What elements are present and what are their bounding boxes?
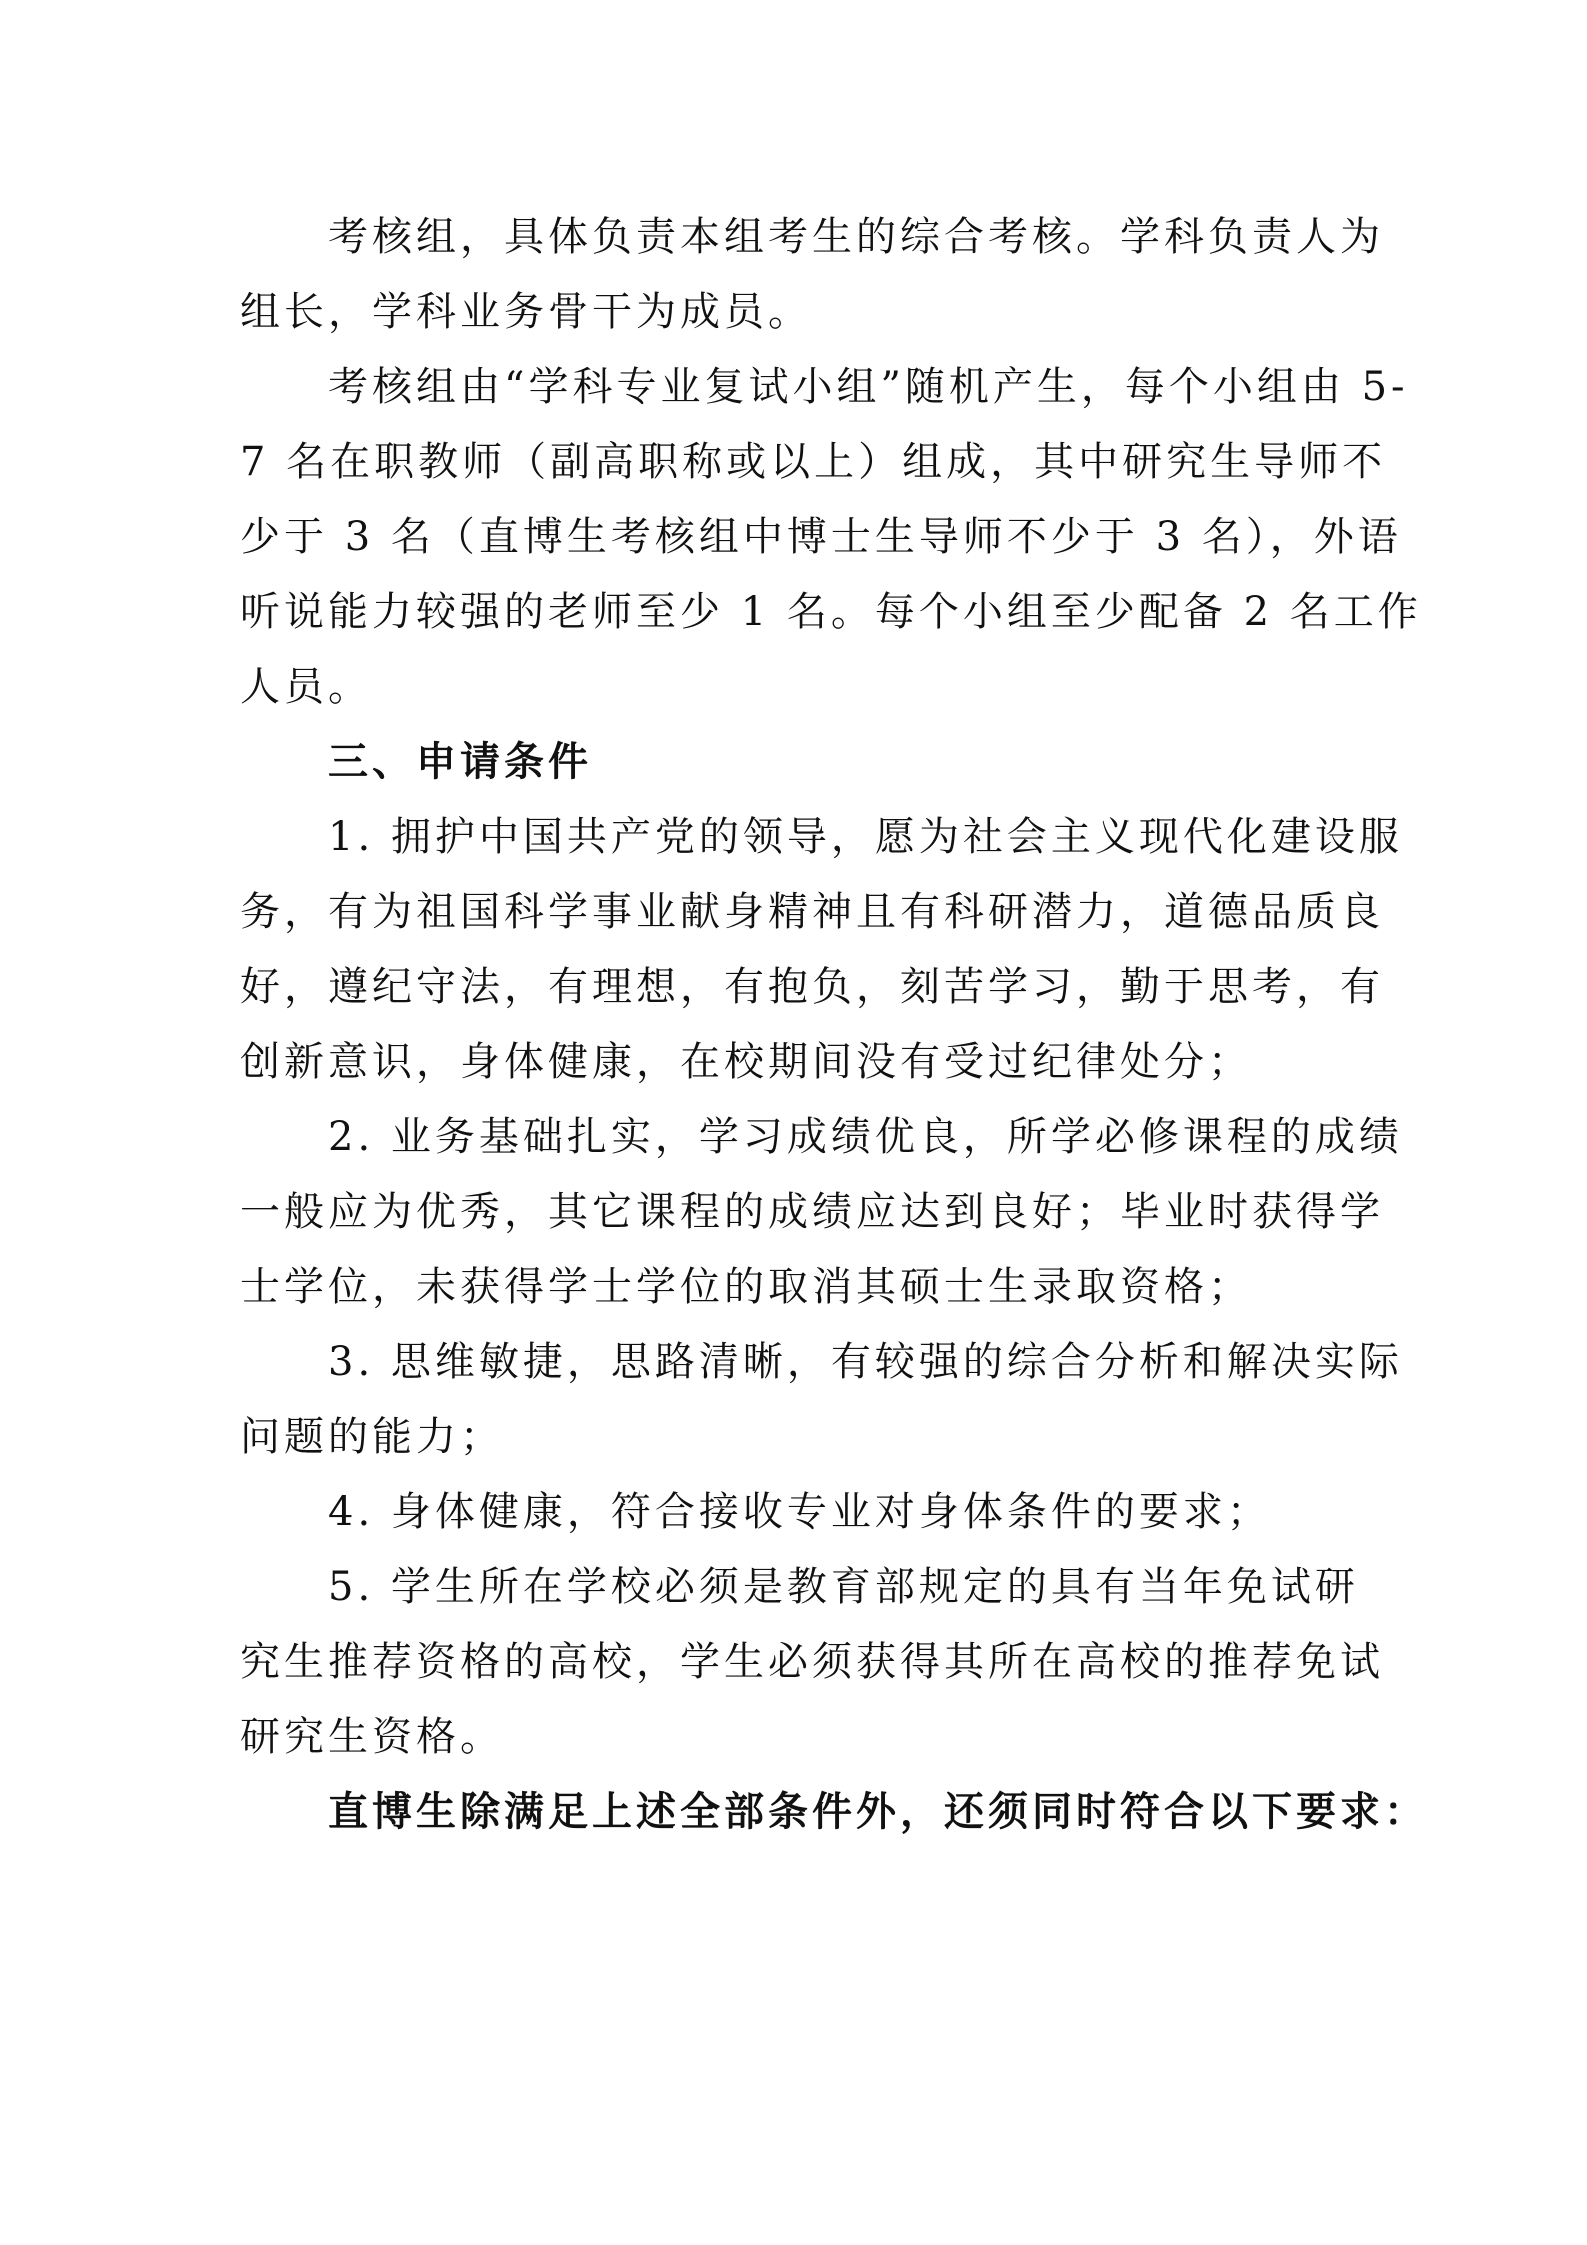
paragraph-assessment-group (240, 200, 1384, 350)
text-line: 考核组由“学科专业复试小组”随机产生，每个小组由 5- (328, 364, 1409, 410)
requirement-item-2 (240, 1100, 1403, 1325)
text-line: 问题的能力； (240, 1414, 504, 1460)
text-line: 士学位，未获得学士学位的取消其硕士生录取资格； (240, 1264, 1252, 1310)
requirement-item-5 (240, 1550, 1384, 1775)
heading-line: 三、申请条件 (328, 739, 592, 785)
text-line: 听说能力较强的老师至少 1 名。每个小组至少配备 2 名工作 (240, 589, 1422, 635)
text-line: 3. 思维敏捷，思路清晰，有较强的综合分析和解决实际 (328, 1339, 1403, 1385)
direct-phd-requirement-intro (240, 1775, 1428, 1850)
text-line: 少于 3 名（直博生考核组中博士生导师不少于 3 名），外语 (240, 514, 1402, 560)
requirement-item-4 (240, 1475, 1350, 1550)
text-line: 组长，学科业务骨干为成员。 (240, 289, 812, 335)
requirement-item-1 (240, 800, 1403, 1100)
text-line: 考核组，具体负责本组考生的综合考核。学科负责人为 (328, 214, 1384, 260)
text-line: 一般应为优秀，其它课程的成绩应达到良好；毕业时获得学 (240, 1189, 1384, 1235)
text-line: 究生推荐资格的高校，学生必须获得其所在高校的推荐免试 (240, 1639, 1384, 1685)
text-line: 5. 学生所在学校必须是教育部规定的具有当年免试研 (328, 1564, 1359, 1610)
text-line: 1. 拥护中国共产党的领导，愿为社会主义现代化建设服 (328, 814, 1403, 860)
paragraph-group-composition (240, 350, 1422, 725)
requirement-item-3 (240, 1325, 1403, 1475)
text-line: 7 名在职教师（副高职称或以上）组成，其中研究生导师不 (240, 439, 1387, 485)
text-line: 2. 业务基础扎实，学习成绩优良，所学必修课程的成绩 (328, 1114, 1403, 1160)
section-heading (240, 725, 1350, 800)
document-body (240, 200, 1428, 1850)
text-line: 创新意识，身体健康，在校期间没有受过纪律处分； (240, 1039, 1252, 1085)
text-line: 4. 身体健康，符合接收专业对身体条件的要求； (328, 1489, 1271, 1535)
text-line: 研究生资格。 (240, 1714, 504, 1760)
text-line: 好，遵纪守法，有理想，有抱负，刻苦学习，勤于思考，有 (240, 964, 1384, 1010)
bold-text-line: 直博生除满足上述全部条件外，还须同时符合以下要求： (328, 1789, 1428, 1835)
text-line: 务，有为祖国科学事业献身精神且有科研潜力，道德品质良 (240, 889, 1384, 935)
text-line: 人员。 (240, 664, 372, 710)
